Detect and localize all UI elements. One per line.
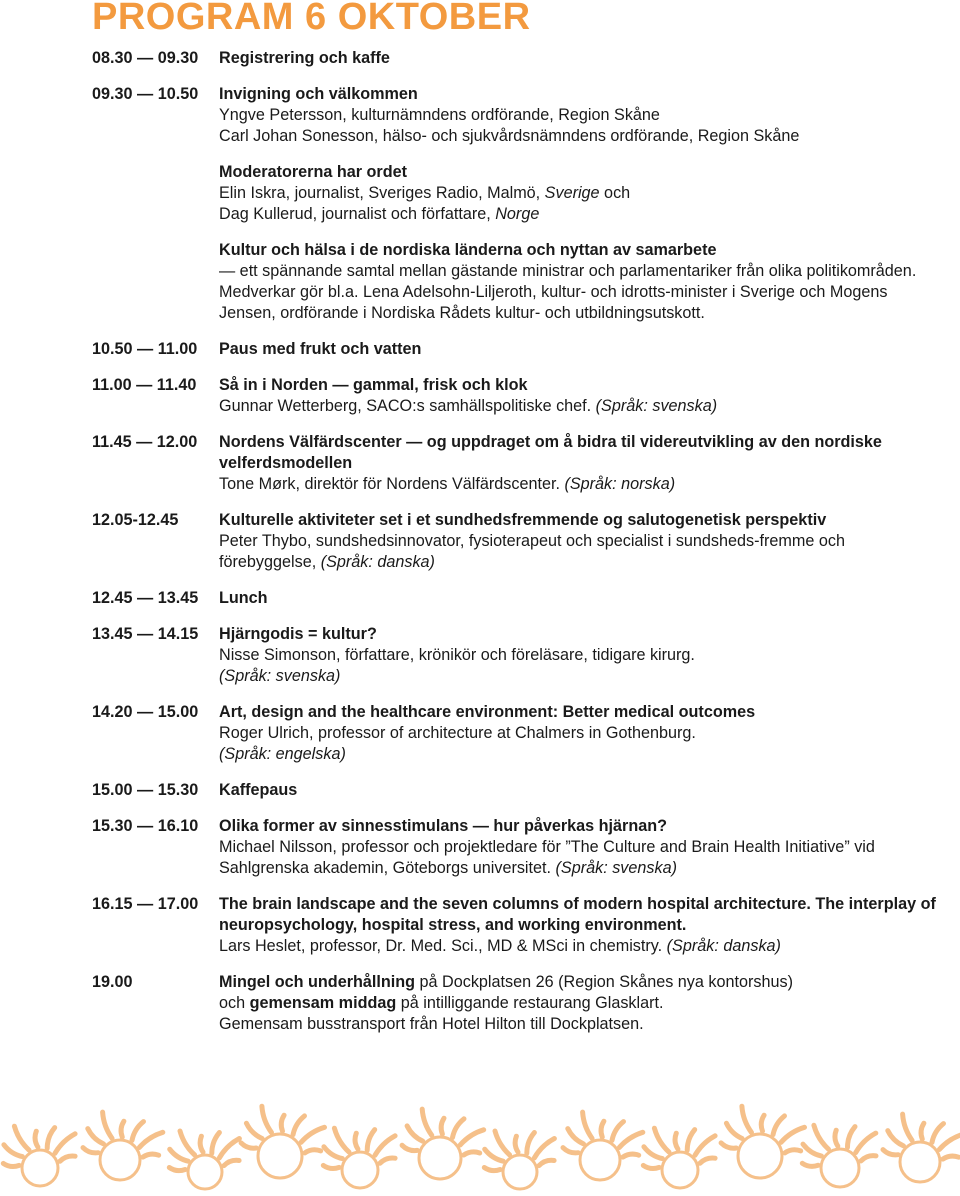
speaker-text: Peter Thybo, sundshedsinnovator, fysioterapeut och specialist i sundsheds-fremme och förebyggelse,	[219, 532, 845, 571]
evening-text: och	[219, 994, 250, 1012]
session-time: 11.00 — 11.40	[92, 376, 197, 394]
session-time: 12.45 — 13.45	[92, 589, 199, 607]
evening-highlight: gemensam middag	[249, 994, 397, 1012]
speaker-line	[219, 531, 942, 573]
session-title: Så in i Norden — gammal, frisk och klok	[219, 376, 528, 394]
program-schedule	[92, 48, 942, 1035]
evening-line	[219, 993, 942, 1014]
hand-sun-motif	[643, 1128, 715, 1188]
session-content	[219, 702, 942, 765]
speaker-line	[219, 936, 942, 957]
hand-sun-motif	[563, 1112, 643, 1180]
session-content	[219, 510, 942, 573]
program-item-evening	[92, 972, 942, 1035]
program-item-session	[92, 432, 942, 495]
moderator-text: och	[599, 184, 631, 202]
session-content	[219, 972, 942, 1035]
session-time: 11.45 — 12.00	[92, 433, 198, 451]
session-content	[219, 588, 942, 609]
evening-line: Gemensam busstransport från Hotel Hilton till Dockplatsen.	[219, 1015, 644, 1033]
moderator-line	[219, 204, 942, 225]
moderator-country: Norge	[495, 205, 540, 223]
session-time: 12.05-12.45	[92, 511, 179, 529]
speaker-text: Lars Heslet, professor, Dr. Med. Sci., MD & MSci in chemistry.	[219, 937, 667, 955]
speaker-text: Michael Nilsson, professor och projektledare för ”The Culture and Brain Health Initiative” vid Sahlgrenska akademin, Göteborgs universitet.	[219, 838, 875, 877]
evening-line	[219, 972, 942, 993]
page-title: PROGRAM 6 OKTOBER	[92, 0, 531, 38]
speaker-line	[219, 396, 942, 417]
evening-text: på intilliggande restaurang Glasklart.	[396, 994, 664, 1012]
hand-sun-motif	[883, 1114, 960, 1182]
session-content	[219, 624, 942, 687]
session-time: 15.00 — 15.30	[92, 781, 199, 799]
session-time: 14.20 — 15.00	[92, 703, 199, 721]
session-time: 09.30 — 10.50	[92, 85, 199, 103]
session-content	[219, 432, 942, 495]
session-time: 15.30 — 16.10	[92, 817, 199, 835]
hand-sun-motif	[323, 1128, 395, 1188]
session-content	[219, 816, 942, 879]
program-item-session	[92, 894, 942, 957]
program-item-coffee-break	[92, 780, 942, 801]
session-title: Invigning och välkommen	[219, 85, 418, 103]
panel-heading: Kultur och hälsa i de nordiska länderna och nyttan av samarbete	[219, 241, 717, 259]
language-note: (Språk: svenska)	[595, 397, 718, 415]
moderator-line	[219, 183, 942, 204]
program-item-lunch	[92, 588, 942, 609]
speaker-line	[219, 474, 942, 495]
speaker-text: Gunnar Wetterberg, SACO:s samhällspolitiske chef.	[219, 397, 596, 415]
moderator-text: Dag Kullerud, journalist och författare,	[219, 205, 496, 223]
speaker-line: Nisse Simonson, författare, krönikör och föreläsare, tidigare kirurg.	[219, 646, 695, 664]
language-note: (Språk: svenska)	[219, 667, 341, 685]
hand-sun-motif	[83, 1112, 163, 1180]
moderators-block	[219, 162, 942, 225]
session-title: Olika former av sinnesstimulans — hur påverkas hjärnan?	[219, 817, 668, 835]
program-item-opening	[92, 84, 942, 324]
moderators-heading: Moderatorerna har ordet	[219, 163, 407, 181]
hand-sun-motif	[484, 1131, 554, 1189]
hand-sun-motif	[241, 1106, 324, 1178]
program-item-session	[92, 624, 942, 687]
evening-highlight: Mingel och underhållning	[219, 973, 416, 991]
session-time: 08.30 — 09.30	[92, 49, 199, 67]
hand-sun-motif	[169, 1131, 239, 1189]
speaker-line: Carl Johan Sonesson, hälso- och sjukvårdsnämndens ordförande, Region Skåne	[219, 127, 800, 145]
language-note: (Språk: engelska)	[219, 745, 346, 763]
hand-sun-motif	[721, 1106, 804, 1178]
hand-sun-motif	[802, 1125, 876, 1187]
session-title: Hjärngodis = kultur?	[219, 625, 377, 643]
session-title: The brain landscape and the seven columns of modern hospital architecture. The interplay of neuropsychology, hospital stress, and working environment.	[219, 895, 936, 934]
evening-text: på Dockplatsen 26 (Region Skånes nya kontorshus)	[415, 973, 793, 991]
speaker-line	[219, 837, 942, 879]
program-item-break	[92, 339, 942, 360]
session-content	[219, 375, 942, 417]
session-content	[219, 48, 942, 69]
opening-block	[219, 84, 942, 147]
session-title: Kulturelle aktiviteter set i et sundhedsfremmende og salutogenetisk perspektiv	[219, 511, 827, 529]
speaker-line: Roger Ulrich, professor of architecture at Chalmers in Gothenburg.	[219, 724, 696, 742]
moderator-text: Elin Iskra, journalist, Sveriges Radio, Malmö,	[219, 184, 545, 202]
program-item-session	[92, 375, 942, 417]
session-title: Paus med frukt och vatten	[219, 340, 422, 358]
hand-sun-motif	[402, 1109, 484, 1179]
program-item-session	[92, 816, 942, 879]
language-note: (Språk: danska)	[320, 553, 435, 571]
session-content	[219, 84, 942, 324]
session-title: Nordens Välfärdscenter — og uppdraget om å bidra til videreutvikling av den nordiske velferdsmodellen	[219, 433, 882, 472]
language-note: (Språk: danska)	[666, 937, 781, 955]
speaker-line: Yngve Petersson, kulturnämndens ordförande, Region Skåne	[219, 106, 660, 124]
session-title: Lunch	[219, 589, 268, 607]
session-title: Kaffepaus	[219, 781, 298, 799]
session-title: Registrering och kaffe	[219, 49, 390, 67]
speaker-text: Tone Mørk, direktör för Nordens Välfärdscenter.	[219, 475, 565, 493]
session-content	[219, 780, 942, 801]
session-time: 16.15 — 17.00	[92, 895, 199, 913]
session-title: Art, design and the healthcare environment: Better medical outcomes	[219, 703, 756, 721]
session-time: 13.45 — 14.15	[92, 625, 199, 643]
moderator-country: Sverige	[544, 184, 600, 202]
hand-sun-motif	[3, 1126, 75, 1186]
session-content	[219, 339, 942, 360]
program-item-registration	[92, 48, 942, 69]
session-content	[219, 894, 942, 957]
panel-block	[219, 240, 942, 324]
session-time: 10.50 — 11.00	[92, 340, 198, 358]
panel-description: — ett spännande samtal mellan gästande ministrar och parlamentariker från olika politikområden. Medverkar gör bl.a. Lena Adelsohn-Liljeroth, kultur- och idrotts-minister i Sverige och Mogens Jensen, ordförande i Nordiska Rådets kultur- och utbildningsutskott.	[219, 262, 917, 322]
program-item-session	[92, 702, 942, 765]
language-note: (Språk: svenska)	[555, 859, 677, 877]
session-time: 19.00	[92, 973, 133, 991]
program-item-session	[92, 510, 942, 573]
language-note: (Språk: norska)	[564, 475, 676, 493]
hand-sun-border-illustration	[0, 1098, 960, 1196]
